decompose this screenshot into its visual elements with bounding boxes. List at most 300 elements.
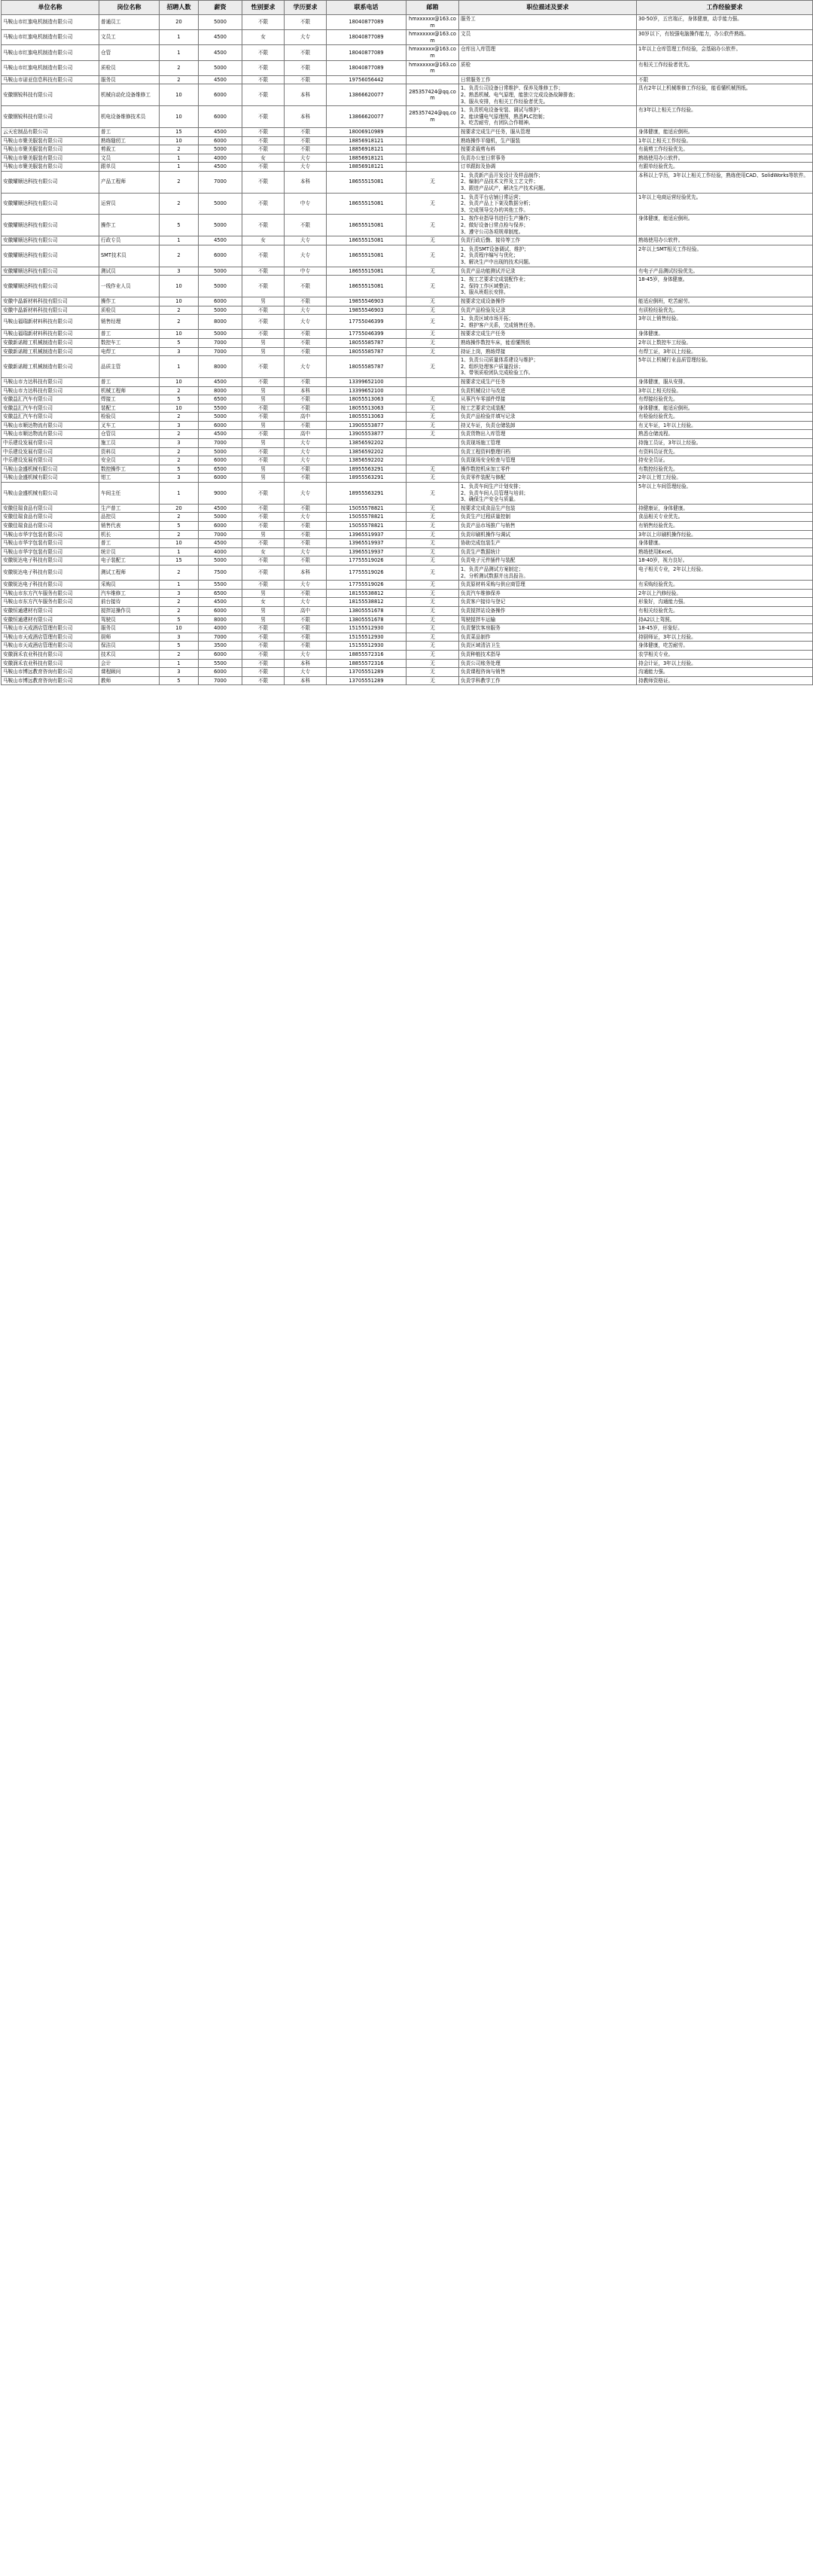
cell-experience: 持安全员证。 bbox=[637, 456, 813, 465]
cell-experience: 5年以上机械行业品质管理经验。 bbox=[637, 356, 813, 377]
cell-description: 持叉车证，负责仓储装卸 bbox=[459, 422, 637, 430]
cell-position: 普工 bbox=[99, 128, 160, 136]
cell-description: 按要求完成生产任务 bbox=[459, 330, 637, 338]
cell-company: 马鞍山市聚美服装有限公司 bbox=[2, 163, 99, 171]
cell-phone: 17755519026 bbox=[327, 581, 406, 589]
cell-position: 销售经理 bbox=[99, 315, 160, 329]
table-row bbox=[2, 607, 813, 616]
cell-email: 无 bbox=[406, 556, 459, 565]
cell-email: 无 bbox=[406, 668, 459, 676]
cell-email: hmxxxxxx@163.com bbox=[406, 45, 459, 59]
cell-experience: 有电子产品测试经验优先。 bbox=[637, 267, 813, 276]
cell-gender: 不限 bbox=[242, 513, 285, 521]
cell-description: 负责搅拌站设备操作 bbox=[459, 607, 637, 615]
cell-description: 负责现场安全检查与管理 bbox=[459, 456, 637, 465]
cell-experience: 2年以上钳工经验。 bbox=[637, 474, 813, 482]
table-row bbox=[2, 404, 813, 413]
cell-position: 前台接待 bbox=[99, 598, 160, 606]
table-row bbox=[2, 154, 813, 163]
cell-salary: 6000 bbox=[199, 297, 242, 306]
cell-salary: 6000 bbox=[199, 106, 242, 127]
cell-description: 按要求完成设备操作 bbox=[459, 297, 637, 306]
cell-company: 马鞍山市顺达物流有限公司 bbox=[2, 430, 99, 438]
cell-salary: 4500 bbox=[199, 505, 242, 513]
cell-company: 安徽耀顺达科技有限公司 bbox=[2, 172, 99, 193]
cell-phone: 13905553877 bbox=[327, 422, 406, 430]
cell-email: 无 bbox=[406, 522, 459, 530]
cell-count: 5 bbox=[160, 616, 199, 624]
cell-salary: 5000 bbox=[199, 145, 242, 154]
cell-email: 无 bbox=[406, 267, 459, 276]
cell-experience: 有采购经验优先。 bbox=[637, 581, 813, 589]
cell-position: 操作工 bbox=[99, 215, 160, 236]
cell-salary: 7000 bbox=[199, 633, 242, 642]
cell-phone: 13866620077 bbox=[327, 84, 406, 105]
cell-email bbox=[406, 448, 459, 456]
cell-description: 负责原材料采购与供应商管理 bbox=[459, 581, 637, 589]
table-row bbox=[2, 137, 813, 146]
cell-email: 无 bbox=[406, 339, 459, 347]
cell-experience: 身体健康，服从安排。 bbox=[637, 378, 813, 386]
cell-gender: 不限 bbox=[242, 106, 285, 127]
cell-salary: 4000 bbox=[199, 154, 242, 163]
cell-gender: 女 bbox=[242, 30, 285, 44]
cell-count: 1 bbox=[160, 30, 199, 44]
cell-count: 5 bbox=[160, 677, 199, 685]
cell-education: 大专 bbox=[285, 245, 327, 267]
cell-description: 1、负责平台店铺日常运营； 2、负责产品上下架及数据分析； 3、完成领导交办的其他工作。 bbox=[459, 194, 637, 215]
cell-company: 安徽润禾农业科技有限公司 bbox=[2, 660, 99, 668]
cell-phone: 18655515081 bbox=[327, 215, 406, 236]
table-row bbox=[2, 45, 813, 60]
cell-company: 马鞍山市红旗电机制造有限公司 bbox=[2, 15, 99, 29]
cell-salary: 6000 bbox=[199, 668, 242, 676]
table-row bbox=[2, 30, 813, 45]
cell-education: 大专 bbox=[285, 30, 327, 44]
cell-phone: 13905553877 bbox=[327, 430, 406, 438]
cell-position: 质检员 bbox=[99, 306, 160, 315]
table-row bbox=[2, 194, 813, 215]
cell-experience: 身体健康，能适应倒班。 bbox=[637, 128, 813, 136]
cell-gender: 男 bbox=[242, 387, 285, 395]
header-description: 职位描述及要求 bbox=[459, 1, 637, 14]
cell-count: 10 bbox=[160, 84, 199, 105]
cell-email: 无 bbox=[406, 483, 459, 504]
cell-email: 无 bbox=[406, 348, 459, 356]
cell-description: 负责客户接待与登记 bbox=[459, 598, 637, 606]
cell-phone: 18856918121 bbox=[327, 154, 406, 163]
cell-position: 电子装配工 bbox=[99, 556, 160, 565]
cell-position: 厨师 bbox=[99, 633, 160, 642]
header-position: 岗位名称 bbox=[99, 1, 160, 14]
table-row bbox=[2, 439, 813, 448]
cell-company: 安徽益汇汽车有限公司 bbox=[2, 404, 99, 413]
cell-experience: 熟练使用Excel。 bbox=[637, 548, 813, 556]
table-row bbox=[2, 387, 813, 396]
cell-company: 马鞍山市博远教育咨询有限公司 bbox=[2, 668, 99, 676]
cell-education: 大专 bbox=[285, 236, 327, 245]
cell-email: 285357424@qq.com bbox=[406, 106, 459, 127]
cell-description: 按要求完成食品生产包装 bbox=[459, 505, 637, 513]
cell-company: 安徽钢锐科技有限公司 bbox=[2, 106, 99, 127]
cell-position: 运营员 bbox=[99, 194, 160, 215]
cell-email: 无 bbox=[406, 465, 459, 474]
cell-position: 跟单员 bbox=[99, 163, 160, 171]
cell-position: 技术员 bbox=[99, 651, 160, 659]
cell-position: 驾驶员 bbox=[99, 616, 160, 624]
table-row bbox=[2, 106, 813, 128]
cell-position: 测试员 bbox=[99, 267, 160, 276]
cell-email bbox=[406, 76, 459, 84]
table-row bbox=[2, 297, 813, 306]
cell-salary: 4000 bbox=[199, 624, 242, 633]
cell-salary: 6000 bbox=[199, 422, 242, 430]
cell-education: 大专 bbox=[285, 581, 327, 589]
cell-gender: 不限 bbox=[242, 556, 285, 565]
cell-company: 马鞍山金盛机械有限公司 bbox=[2, 483, 99, 504]
cell-experience: 身体健康。 bbox=[637, 539, 813, 547]
table-row bbox=[2, 422, 813, 431]
cell-count: 2 bbox=[160, 513, 199, 521]
cell-email: 无 bbox=[406, 633, 459, 642]
cell-experience: 有裁剪工作经验优先。 bbox=[637, 145, 813, 154]
cell-gender: 不限 bbox=[242, 172, 285, 193]
cell-description: 日常服务工作 bbox=[459, 76, 637, 84]
cell-description: 从事汽车零部件焊接 bbox=[459, 395, 637, 404]
cell-company: 马鞍山市博远教育咨询有限公司 bbox=[2, 677, 99, 685]
cell-count: 5 bbox=[160, 215, 199, 236]
cell-education: 不限 bbox=[285, 15, 327, 29]
cell-experience: 身体健康，吃苦耐劳。 bbox=[637, 642, 813, 650]
cell-salary: 4500 bbox=[199, 236, 242, 245]
cell-company: 马鞍山市红旗电机制造有限公司 bbox=[2, 30, 99, 44]
cell-company: 安徽益汇汽车有限公司 bbox=[2, 413, 99, 421]
cell-description: 负责产品检验及记录 bbox=[459, 306, 637, 315]
cell-description: 负责区域清洁卫生 bbox=[459, 642, 637, 650]
table-row bbox=[2, 330, 813, 339]
cell-phone: 13856592202 bbox=[327, 439, 406, 447]
cell-email: 无 bbox=[406, 413, 459, 421]
cell-gender: 不限 bbox=[242, 660, 285, 668]
cell-email: 无 bbox=[406, 315, 459, 329]
cell-position: 仓管 bbox=[99, 45, 160, 59]
cell-phone: 19756056442 bbox=[327, 76, 406, 84]
cell-education: 不限 bbox=[285, 61, 327, 75]
cell-education: 本科 bbox=[285, 677, 327, 685]
cell-experience: 持施工员证，3年以上经验。 bbox=[637, 439, 813, 447]
cell-gender: 女 bbox=[242, 548, 285, 556]
cell-position: 质检员 bbox=[99, 61, 160, 75]
cell-education: 高中 bbox=[285, 413, 327, 421]
cell-gender: 男 bbox=[242, 465, 285, 474]
cell-company: 马鞍山市力达科技有限公司 bbox=[2, 387, 99, 395]
cell-count: 2 bbox=[160, 172, 199, 193]
cell-gender: 不限 bbox=[242, 448, 285, 456]
cell-experience: 30岁以下，有较强电脑操作能力，办公软件熟练。 bbox=[637, 30, 813, 44]
cell-position: 机械工程师 bbox=[99, 387, 160, 395]
table-row bbox=[2, 163, 813, 172]
cell-count: 10 bbox=[160, 137, 199, 145]
cell-experience: 有相关工作经验者优先。 bbox=[637, 61, 813, 75]
cell-education: 不限 bbox=[285, 395, 327, 404]
cell-gender: 男 bbox=[242, 590, 285, 598]
cell-position: 品控员 bbox=[99, 513, 160, 521]
cell-education: 本科 bbox=[285, 106, 327, 127]
cell-position: 服务员 bbox=[99, 624, 160, 633]
cell-description: 1、负责产品测试方案制定； 2、分析测试数据并出具报告。 bbox=[459, 566, 637, 580]
cell-education: 不限 bbox=[285, 348, 327, 356]
cell-position: 操作工 bbox=[99, 297, 160, 306]
cell-gender: 女 bbox=[242, 236, 285, 245]
cell-email bbox=[406, 163, 459, 171]
cell-education: 大专 bbox=[285, 548, 327, 556]
recruitment-table bbox=[1, 0, 813, 685]
cell-count: 10 bbox=[160, 404, 199, 413]
cell-education: 大专 bbox=[285, 668, 327, 676]
cell-phone: 19855546903 bbox=[327, 306, 406, 315]
cell-gender: 男 bbox=[242, 395, 285, 404]
cell-gender: 不限 bbox=[242, 128, 285, 136]
cell-phone: 18955563291 bbox=[327, 465, 406, 474]
cell-company: 马鞍山市东方汽车服务有限公司 bbox=[2, 598, 99, 606]
table-row bbox=[2, 236, 813, 245]
cell-education: 不限 bbox=[285, 539, 327, 547]
cell-phone: 18655515081 bbox=[327, 276, 406, 297]
cell-position: 施工员 bbox=[99, 439, 160, 447]
cell-salary: 4500 bbox=[199, 163, 242, 171]
cell-experience: 2年以上SMT相关工作经验。 bbox=[637, 245, 813, 267]
cell-education: 不限 bbox=[285, 76, 327, 84]
cell-education: 不限 bbox=[285, 474, 327, 482]
cell-count: 2 bbox=[160, 76, 199, 84]
cell-count: 3 bbox=[160, 633, 199, 642]
cell-description: 按要求完成生产任务，服从管理 bbox=[459, 128, 637, 136]
table-row bbox=[2, 456, 813, 465]
cell-gender: 不限 bbox=[242, 456, 285, 465]
cell-experience: 有销售经验优先。 bbox=[637, 522, 813, 530]
cell-email bbox=[406, 128, 459, 136]
cell-description: 负责货物出入库管理 bbox=[459, 430, 637, 438]
table-row bbox=[2, 413, 813, 422]
cell-count: 15 bbox=[160, 128, 199, 136]
cell-email: 无 bbox=[406, 566, 459, 580]
cell-phone: 18055513063 bbox=[327, 395, 406, 404]
cell-salary: 6000 bbox=[199, 651, 242, 659]
cell-count: 10 bbox=[160, 276, 199, 297]
cell-experience: 1年以上仓库管理工作经验，会基础办公软件。 bbox=[637, 45, 813, 59]
cell-email: hmxxxxxx@163.com bbox=[406, 61, 459, 75]
cell-description: 熟练操作平缝机，生产服装 bbox=[459, 137, 637, 145]
cell-phone: 13965519937 bbox=[327, 548, 406, 556]
cell-education: 不限 bbox=[285, 590, 327, 598]
cell-gender: 不限 bbox=[242, 668, 285, 676]
table-row bbox=[2, 590, 813, 599]
cell-phone: 13856592202 bbox=[327, 448, 406, 456]
cell-education: 大专 bbox=[285, 439, 327, 447]
table-row bbox=[2, 642, 813, 651]
cell-salary: 6000 bbox=[199, 137, 242, 145]
cell-experience: 18-45岁，形象好。 bbox=[637, 624, 813, 633]
cell-count: 3 bbox=[160, 267, 199, 276]
cell-phone: 18055585787 bbox=[327, 339, 406, 347]
cell-email: 无 bbox=[406, 539, 459, 547]
cell-company: 马鞍山市华宇包装有限公司 bbox=[2, 539, 99, 547]
cell-education: 本科 bbox=[285, 566, 327, 580]
cell-description: 协助完成包装生产 bbox=[459, 539, 637, 547]
cell-email: 无 bbox=[406, 548, 459, 556]
cell-company: 马鞍山市聚美服装有限公司 bbox=[2, 137, 99, 145]
cell-phone: 18155538812 bbox=[327, 590, 406, 598]
cell-company: 马鞍山市红旗电机制造有限公司 bbox=[2, 45, 99, 59]
cell-education: 大专 bbox=[285, 651, 327, 659]
cell-count: 2 bbox=[160, 306, 199, 315]
table-row bbox=[2, 145, 813, 154]
table-row bbox=[2, 172, 813, 194]
cell-salary: 5000 bbox=[199, 276, 242, 297]
cell-gender: 不限 bbox=[242, 483, 285, 504]
cell-gender: 不限 bbox=[242, 145, 285, 154]
cell-salary: 8000 bbox=[199, 356, 242, 377]
cell-count: 2 bbox=[160, 598, 199, 606]
cell-salary: 5000 bbox=[199, 61, 242, 75]
cell-education: 不限 bbox=[285, 522, 327, 530]
cell-phone: 13856592202 bbox=[327, 456, 406, 465]
cell-description: 负责零件装配与修配 bbox=[459, 474, 637, 482]
cell-salary: 5500 bbox=[199, 404, 242, 413]
cell-experience: 持会计证，3年以上经验。 bbox=[637, 660, 813, 668]
cell-experience: 农学相关专业。 bbox=[637, 651, 813, 659]
cell-salary: 8000 bbox=[199, 387, 242, 395]
cell-count: 20 bbox=[160, 505, 199, 513]
cell-count: 1 bbox=[160, 236, 199, 245]
cell-email: 无 bbox=[406, 642, 459, 650]
cell-experience: 身体健康。 bbox=[637, 330, 813, 338]
cell-experience: 1年以上电商运营经验优先。 bbox=[637, 194, 813, 215]
cell-experience: 有焊接经验优先。 bbox=[637, 395, 813, 404]
cell-education: 本科 bbox=[285, 387, 327, 395]
cell-salary: 7000 bbox=[199, 339, 242, 347]
header-education: 学历要求 bbox=[285, 1, 327, 14]
cell-salary: 8000 bbox=[199, 616, 242, 624]
cell-experience: 熟练使用办公软件。 bbox=[637, 236, 813, 245]
cell-gender: 女 bbox=[242, 598, 285, 606]
cell-salary: 6000 bbox=[199, 245, 242, 267]
cell-education: 本科 bbox=[285, 172, 327, 193]
cell-count: 10 bbox=[160, 624, 199, 633]
cell-education: 大专 bbox=[285, 598, 327, 606]
cell-experience: 3年以上印刷机操作经验。 bbox=[637, 531, 813, 539]
cell-experience: 身体健康，能适应倒班。 bbox=[637, 404, 813, 413]
table-row bbox=[2, 660, 813, 669]
cell-phone: 17755046399 bbox=[327, 330, 406, 338]
cell-position: 普工 bbox=[99, 378, 160, 386]
cell-count: 5 bbox=[160, 465, 199, 474]
cell-description: 负责生产过程质量控制 bbox=[459, 513, 637, 521]
cell-company: 中乐建设发展有限公司 bbox=[2, 439, 99, 447]
cell-phone: 19855546903 bbox=[327, 297, 406, 306]
cell-company: 安徽中晶新材料科技有限公司 bbox=[2, 297, 99, 306]
cell-phone: 13399652100 bbox=[327, 378, 406, 386]
cell-company: 马鞍山市力达科技有限公司 bbox=[2, 378, 99, 386]
table-row bbox=[2, 315, 813, 330]
cell-salary: 4500 bbox=[199, 128, 242, 136]
cell-company: 安徽中晶新材料科技有限公司 bbox=[2, 306, 99, 315]
cell-gender: 男 bbox=[242, 616, 285, 624]
cell-company: 马鞍山市聚美服装有限公司 bbox=[2, 154, 99, 163]
cell-description: 负责产品市场推广与销售 bbox=[459, 522, 637, 530]
cell-salary: 5000 bbox=[199, 306, 242, 315]
cell-experience: 持健康证，身体健康。 bbox=[637, 505, 813, 513]
cell-education: 中专 bbox=[285, 194, 327, 215]
cell-position: 生产普工 bbox=[99, 505, 160, 513]
cell-salary: 6500 bbox=[199, 395, 242, 404]
cell-experience: 有资料员证优先。 bbox=[637, 448, 813, 456]
cell-phone: 18055585787 bbox=[327, 348, 406, 356]
cell-experience: 本科以上学历，3年以上相关工作经验，熟练使用CAD、SolidWorks等软件。 bbox=[637, 172, 813, 193]
cell-email: 无 bbox=[406, 330, 459, 338]
cell-count: 2 bbox=[160, 194, 199, 215]
cell-position: 汽车维修工 bbox=[99, 590, 160, 598]
table-row bbox=[2, 539, 813, 548]
cell-company: 安徽益汇汽车有限公司 bbox=[2, 395, 99, 404]
cell-phone: 18040877089 bbox=[327, 30, 406, 44]
cell-email: 无 bbox=[406, 474, 459, 482]
cell-company: 马鞍山市天成酒店管理有限公司 bbox=[2, 642, 99, 650]
cell-count: 2 bbox=[160, 651, 199, 659]
cell-description: 负责生产数据统计 bbox=[459, 548, 637, 556]
cell-position: 车间主任 bbox=[99, 483, 160, 504]
cell-description: 负责汽车维修保养 bbox=[459, 590, 637, 598]
cell-description: 负责公司账务处理 bbox=[459, 660, 637, 668]
cell-count: 1 bbox=[160, 483, 199, 504]
cell-salary: 5000 bbox=[199, 556, 242, 565]
header-count: 招聘人数 bbox=[160, 1, 199, 14]
cell-education: 不限 bbox=[285, 505, 327, 513]
cell-count: 3 bbox=[160, 348, 199, 356]
cell-experience: 具有2年以上机械维修工作经验，能看懂机械图纸。 bbox=[637, 84, 813, 105]
cell-count: 3 bbox=[160, 668, 199, 676]
cell-education: 不限 bbox=[285, 422, 327, 430]
cell-company: 马鞍山福瑞新材料科技有限公司 bbox=[2, 315, 99, 329]
cell-gender: 男 bbox=[242, 348, 285, 356]
cell-position: 服务员 bbox=[99, 76, 160, 84]
cell-salary: 6000 bbox=[199, 607, 242, 615]
cell-gender: 不限 bbox=[242, 194, 285, 215]
cell-gender: 不限 bbox=[242, 15, 285, 29]
cell-experience: 30-50岁，五官端正，身体健康，动手能力强。 bbox=[637, 15, 813, 29]
cell-description: 1、负责SMT设备调试、维护； 2、负责程序编写与优化； 3、解决生产中出现的技术问题。 bbox=[459, 245, 637, 267]
table-row bbox=[2, 513, 813, 522]
cell-company: 安徽耀顺达科技有限公司 bbox=[2, 215, 99, 236]
table-row bbox=[2, 356, 813, 378]
table-row bbox=[2, 581, 813, 590]
table-row bbox=[2, 651, 813, 660]
cell-salary: 3500 bbox=[199, 642, 242, 650]
cell-position: 机械自动化设备维修工 bbox=[99, 84, 160, 105]
cell-education: 大专 bbox=[285, 483, 327, 504]
cell-description: 按要求裁剪布料 bbox=[459, 145, 637, 154]
cell-description: 质检 bbox=[459, 61, 637, 75]
cell-phone: 18655515081 bbox=[327, 245, 406, 267]
cell-description: 按工艺要求完成装配 bbox=[459, 404, 637, 413]
cell-position: 教师 bbox=[99, 677, 160, 685]
cell-position: 保洁员 bbox=[99, 642, 160, 650]
cell-count: 2 bbox=[160, 531, 199, 539]
cell-phone: 15155512930 bbox=[327, 642, 406, 650]
cell-salary: 4500 bbox=[199, 378, 242, 386]
cell-salary: 4500 bbox=[199, 539, 242, 547]
cell-gender: 不限 bbox=[242, 566, 285, 580]
